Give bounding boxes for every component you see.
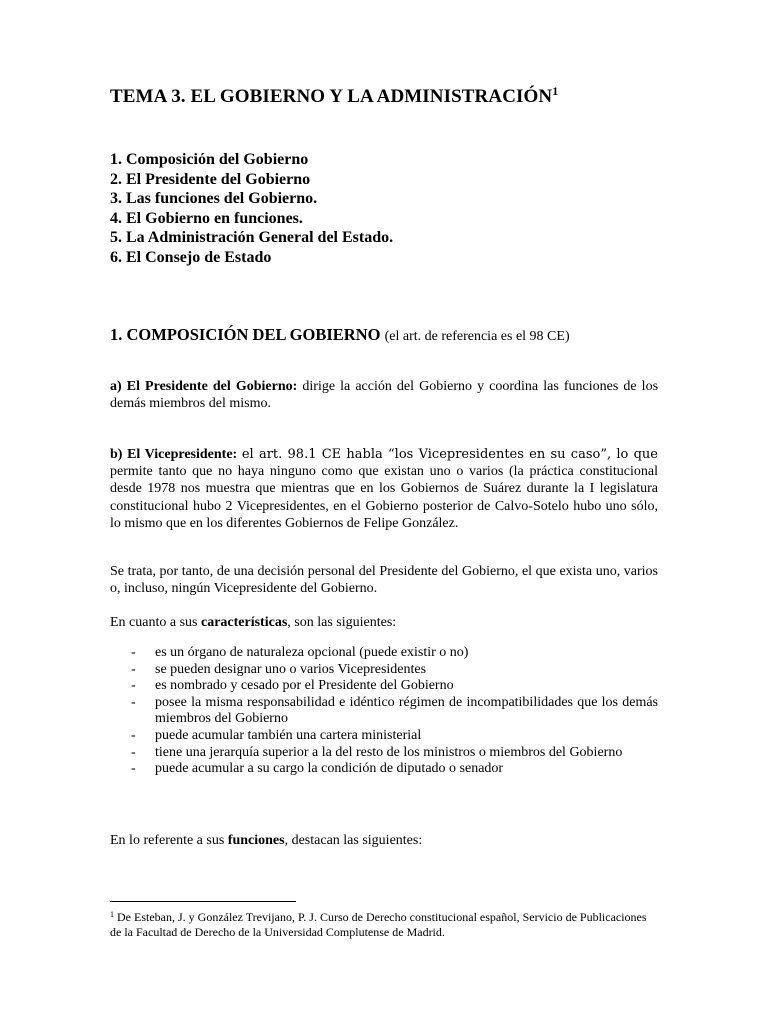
list-item-text: posee la misma responsabilidad e idéntico régimen de incompatibilidades que los demás miembros del Gobierno — [155, 694, 658, 727]
footnote-text: De Esteban, J. y González Trevijano, P. J. Curso de Derecho constitucional español, Servicio de Publicaciones de la Facultad de Derecho de la Universidad Complutense de Madrid. — [110, 910, 647, 939]
footnote-ref: 1 — [110, 910, 114, 919]
paragraph-text: Se trata, por tanto, de una decisión personal del Presidente del Gobierno, el que exista uno, varios o, incluso, ningún Vicepresidente del Gobierno. — [110, 564, 658, 597]
paragraph-text-end: , destacan las siguientes: — [284, 833, 423, 848]
paragraph-quote: el art. 98.1 CE habla “los Vicepresidentes en su caso”, lo que — [241, 447, 658, 462]
footnote-divider — [110, 901, 296, 902]
list-item-text: es un órgano de naturaleza opcional (puede existir o no) — [155, 645, 469, 660]
paragraph-text: En cuanto a sus — [110, 615, 198, 630]
page-title — [110, 84, 558, 108]
list-item — [110, 678, 658, 695]
toc-item: 3. Las funciones del Gobierno. — [110, 190, 318, 208]
list-item-text: tiene una jerarquía superior a la del resto de los ministros o miembros del Gobierno — [155, 744, 623, 760]
toc-item: 2. El Presidente del Gobierno — [110, 170, 311, 188]
section-heading-text: 1. COMPOSICIÓN DEL GOBIERNO — [110, 325, 381, 344]
paragraph-bold-term: funciones — [227, 833, 285, 848]
footnote — [110, 908, 658, 939]
paragraph-lead: a) El Presidente del Gobierno: — [110, 379, 298, 394]
list-dash: - — [131, 645, 136, 660]
list-item — [110, 662, 658, 679]
toc-item: 1. Composición del Gobierno — [110, 151, 309, 168]
list-item — [110, 728, 658, 745]
paragraph-vicepresident — [110, 446, 658, 532]
paragraph-lead: b) El Vicepresidente: — [110, 447, 238, 462]
list-dash: - — [131, 661, 136, 677]
title-text: TEMA 3. EL GOBIERNO Y LA ADMINISTRACIÓN — [110, 86, 553, 107]
list-dash: - — [131, 694, 136, 710]
paragraph-president — [110, 378, 658, 412]
list-item — [110, 745, 658, 762]
toc-item: 4. El Gobierno en funciones. — [110, 209, 303, 227]
table-of-contents — [110, 150, 393, 268]
list-item — [110, 695, 658, 728]
paragraph-functions-intro — [110, 832, 658, 849]
list-dash: - — [131, 678, 136, 694]
paragraph-characteristics-intro — [110, 614, 658, 631]
characteristics-list — [110, 645, 658, 778]
paragraph-text: En lo referente a sus — [110, 833, 225, 848]
toc-item: 5. La Administración General del Estado. — [110, 229, 394, 247]
title-footnote-ref: 1 — [552, 84, 559, 98]
toc-item: 6. El Consejo de Estado — [110, 248, 272, 266]
list-item — [110, 761, 658, 778]
section-heading-note: (el art. de referencia es el 98 CE) — [384, 329, 570, 344]
list-dash: - — [131, 761, 136, 777]
paragraph-bold-term: características — [200, 615, 288, 630]
list-dash: - — [131, 744, 136, 760]
paragraph-text-end: , son las siguientes: — [287, 615, 397, 630]
section-heading — [110, 325, 570, 345]
paragraph-decision — [110, 563, 658, 597]
list-dash: - — [131, 727, 136, 743]
paragraph-text: permite tanto que no haya ninguno como que existan uno o varios (la práctica constitucional desde 1978 nos muestra que mientras que en los Gobiernos de Suárez durante la I legislatura constitucional hubo 2 Vicepresidentes, en el Gobierno posterior de Calvo-Sotelo hubo uno sólo, lo mismo que en los diferentes Gobiernos de Felipe González. — [110, 464, 658, 531]
list-item-text: es nombrado y cesado por el Presidente del Gobierno — [155, 678, 454, 694]
list-item-text: puede acumular a su cargo la condición de diputado o senador — [155, 761, 504, 777]
paragraph-text: dirige la acción del Gobierno y coordina las funciones de los demás miembros del mismo. — [110, 379, 659, 412]
list-item-text: se pueden designar uno o varios Vicepresidentes — [155, 661, 427, 677]
list-item — [110, 645, 658, 662]
list-item-text: puede acumular también una cartera ministerial — [155, 727, 422, 743]
